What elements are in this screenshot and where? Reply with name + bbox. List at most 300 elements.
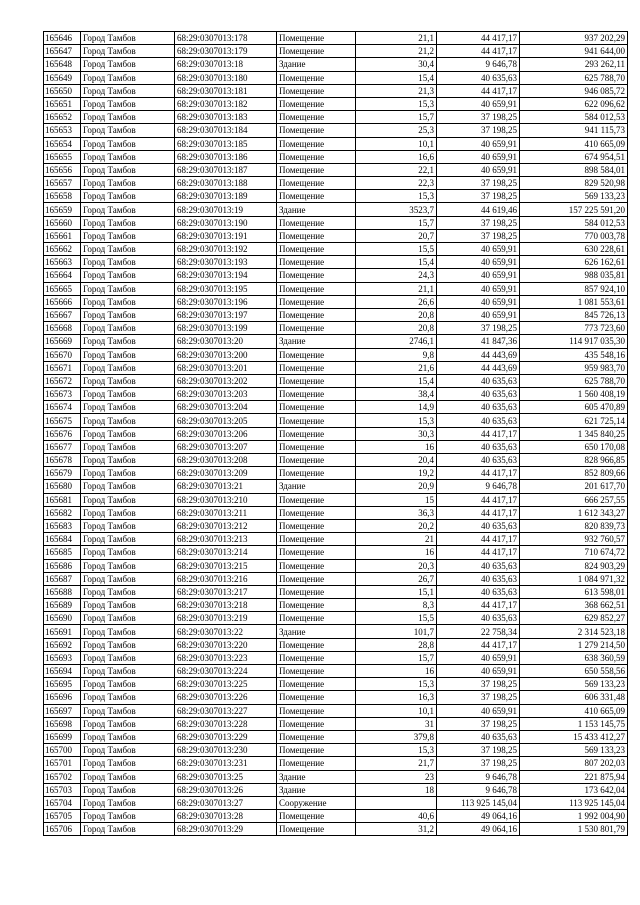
cadastral-value-cell: 857 924,10 (520, 282, 628, 295)
row-number-cell: 165680 (44, 480, 81, 493)
cadastral-number-cell: 68:29:0307013:201 (175, 361, 277, 374)
area-cell (356, 796, 437, 809)
specific-value-cell: 37 198,25 (437, 744, 520, 757)
table-row (44, 770, 628, 783)
table-row (44, 58, 628, 71)
cadastral-value-cell: 824 903,29 (520, 559, 628, 572)
cadastral-value-cell: 569 133,23 (520, 678, 628, 691)
cadastral-value-cell: 410 665,09 (520, 704, 628, 717)
specific-value-cell: 40 659,91 (437, 665, 520, 678)
row-number-cell: 165669 (44, 335, 81, 348)
cadastral-number-cell: 68:29:0307013:186 (175, 150, 277, 163)
cadastral-number-cell: 68:29:0307013:227 (175, 704, 277, 717)
row-number-cell: 165695 (44, 678, 81, 691)
cadastral-value-cell: 898 584,01 (520, 163, 628, 176)
area-cell: 18 (356, 783, 437, 796)
specific-value-cell: 40 659,91 (437, 163, 520, 176)
area-cell: 15,4 (356, 374, 437, 387)
area-cell: 15 (356, 493, 437, 506)
row-number-cell: 165704 (44, 796, 81, 809)
specific-value-cell: 40 635,63 (437, 519, 520, 532)
cadastral-value-cell: 807 202,03 (520, 757, 628, 770)
cadastral-value-cell: 113 925 145,04 (520, 796, 628, 809)
row-number-cell: 165662 (44, 243, 81, 256)
cadastral-value-cell: 626 162,61 (520, 256, 628, 269)
locality-cell: Город Тамбов (81, 572, 175, 585)
area-cell: 15,5 (356, 243, 437, 256)
area-cell: 15,3 (356, 678, 437, 691)
row-number-cell: 165659 (44, 203, 81, 216)
cadastral-number-cell: 68:29:0307013:220 (175, 638, 277, 651)
area-cell: 15,7 (356, 216, 437, 229)
cadastral-value-cell: 625 788,70 (520, 71, 628, 84)
table-row (44, 744, 628, 757)
object-type-cell: Помещение (277, 427, 356, 440)
cadastral-number-cell: 68:29:0307013:205 (175, 414, 277, 427)
locality-cell: Город Тамбов (81, 124, 175, 137)
cadastral-number-cell: 68:29:0307013:214 (175, 546, 277, 559)
area-cell: 20,8 (356, 322, 437, 335)
cadastral-value-cell: 988 035,81 (520, 269, 628, 282)
row-number-cell: 165647 (44, 45, 81, 58)
table-row (44, 440, 628, 453)
area-cell: 15,4 (356, 256, 437, 269)
cadastral-number-cell: 68:29:0307013:217 (175, 585, 277, 598)
locality-cell: Город Тамбов (81, 282, 175, 295)
object-type-cell: Помещение (277, 216, 356, 229)
row-number-cell: 165677 (44, 440, 81, 453)
object-type-cell: Помещение (277, 414, 356, 427)
table-row (44, 467, 628, 480)
cadastral-number-cell: 68:29:0307013:231 (175, 757, 277, 770)
row-number-cell: 165666 (44, 295, 81, 308)
object-type-cell: Здание (277, 335, 356, 348)
row-number-cell: 165687 (44, 572, 81, 585)
cadastral-number-cell: 68:29:0307013:189 (175, 190, 277, 203)
area-cell: 21,1 (356, 282, 437, 295)
cadastral-number-cell: 68:29:0307013:213 (175, 533, 277, 546)
object-type-cell: Помещение (277, 243, 356, 256)
area-cell: 8,3 (356, 599, 437, 612)
table-row (44, 388, 628, 401)
row-number-cell: 165654 (44, 137, 81, 150)
row-number-cell: 165688 (44, 585, 81, 598)
table-row (44, 810, 628, 823)
cadastral-value-cell: 435 548,16 (520, 348, 628, 361)
cadastral-value-cell: 941 644,00 (520, 45, 628, 58)
cadastral-value-cell: 1 081 553,61 (520, 295, 628, 308)
table-row (44, 665, 628, 678)
specific-value-cell: 40 635,63 (437, 454, 520, 467)
area-cell: 15,3 (356, 744, 437, 757)
locality-cell: Город Тамбов (81, 480, 175, 493)
specific-value-cell: 40 659,91 (437, 137, 520, 150)
cadastral-number-cell: 68:29:0307013:200 (175, 348, 277, 361)
area-cell: 101,7 (356, 625, 437, 638)
cadastral-value-cell: 1 992 004,90 (520, 810, 628, 823)
row-number-cell: 165671 (44, 361, 81, 374)
table-row (44, 783, 628, 796)
table-row (44, 546, 628, 559)
specific-value-cell: 41 847,36 (437, 335, 520, 348)
table-row (44, 203, 628, 216)
specific-value-cell: 40 635,63 (437, 572, 520, 585)
object-type-cell: Помещение (277, 388, 356, 401)
cadastral-value-cell: 1 345 840,25 (520, 427, 628, 440)
cadastral-number-cell: 68:29:0307013:180 (175, 71, 277, 84)
cadastral-number-cell: 68:29:0307013:193 (175, 256, 277, 269)
cadastral-value-cell: 2 314 523,18 (520, 625, 628, 638)
row-number-cell: 165703 (44, 783, 81, 796)
cadastral-value-cell: 569 133,23 (520, 744, 628, 757)
row-number-cell: 165684 (44, 533, 81, 546)
table-row (44, 374, 628, 387)
specific-value-cell: 44 417,17 (437, 533, 520, 546)
table-row (44, 32, 628, 45)
locality-cell: Город Тамбов (81, 638, 175, 651)
cadastral-number-cell: 68:29:0307013:28 (175, 810, 277, 823)
specific-value-cell: 37 198,25 (437, 190, 520, 203)
table-row (44, 612, 628, 625)
area-cell: 22,3 (356, 177, 437, 190)
specific-value-cell: 44 417,17 (437, 506, 520, 519)
row-number-cell: 165678 (44, 454, 81, 467)
row-number-cell: 165665 (44, 282, 81, 295)
cadastral-number-cell: 68:29:0307013:25 (175, 770, 277, 783)
cadastral-value-cell: 621 725,14 (520, 414, 628, 427)
area-cell: 9,8 (356, 348, 437, 361)
locality-cell: Город Тамбов (81, 229, 175, 242)
cadastral-number-cell: 68:29:0307013:196 (175, 295, 277, 308)
area-cell: 22,1 (356, 163, 437, 176)
table-row (44, 256, 628, 269)
object-type-cell: Здание (277, 203, 356, 216)
specific-value-cell: 40 659,91 (437, 243, 520, 256)
cadastral-number-cell: 68:29:0307013:20 (175, 335, 277, 348)
table-row (44, 480, 628, 493)
cadastral-number-cell: 68:29:0307013:179 (175, 45, 277, 58)
cadastral-number-cell: 68:29:0307013:225 (175, 678, 277, 691)
locality-cell: Город Тамбов (81, 546, 175, 559)
object-type-cell: Помещение (277, 374, 356, 387)
area-cell: 16 (356, 665, 437, 678)
object-type-cell: Помещение (277, 97, 356, 110)
object-type-cell: Помещение (277, 454, 356, 467)
table-row (44, 84, 628, 97)
cadastral-number-cell: 68:29:0307013:21 (175, 480, 277, 493)
row-number-cell: 165696 (44, 691, 81, 704)
cadastral-value-cell: 828 966,85 (520, 454, 628, 467)
cadastral-number-cell: 68:29:0307013:223 (175, 651, 277, 664)
object-type-cell: Здание (277, 783, 356, 796)
specific-value-cell: 37 198,25 (437, 757, 520, 770)
object-type-cell: Помещение (277, 308, 356, 321)
area-cell: 15,5 (356, 612, 437, 625)
object-type-cell: Помещение (277, 744, 356, 757)
area-cell: 20,7 (356, 229, 437, 242)
area-cell: 31 (356, 717, 437, 730)
table-row (44, 243, 628, 256)
specific-value-cell: 40 659,91 (437, 97, 520, 110)
locality-cell: Город Тамбов (81, 533, 175, 546)
row-number-cell: 165648 (44, 58, 81, 71)
locality-cell: Город Тамбов (81, 269, 175, 282)
specific-value-cell: 40 635,63 (437, 388, 520, 401)
locality-cell: Город Тамбов (81, 401, 175, 414)
object-type-cell: Помещение (277, 348, 356, 361)
area-cell: 16,6 (356, 150, 437, 163)
locality-cell: Город Тамбов (81, 704, 175, 717)
locality-cell: Город Тамбов (81, 665, 175, 678)
object-type-cell: Помещение (277, 282, 356, 295)
cadastral-value-cell: 584 012,53 (520, 216, 628, 229)
locality-cell: Город Тамбов (81, 190, 175, 203)
cadastral-value-cell: 157 225 591,20 (520, 203, 628, 216)
cadastral-value-cell: 946 085,72 (520, 84, 628, 97)
specific-value-cell: 37 198,25 (437, 229, 520, 242)
cadastral-value-cell: 630 228,61 (520, 243, 628, 256)
table-row (44, 533, 628, 546)
cadastral-value-cell: 221 875,94 (520, 770, 628, 783)
cadastral-number-cell: 68:29:0307013:212 (175, 519, 277, 532)
object-type-cell: Здание (277, 480, 356, 493)
specific-value-cell: 40 635,63 (437, 440, 520, 453)
area-cell: 21,6 (356, 361, 437, 374)
cadastral-number-cell: 68:29:0307013:230 (175, 744, 277, 757)
object-type-cell: Помещение (277, 612, 356, 625)
specific-value-cell: 49 064,16 (437, 810, 520, 823)
specific-value-cell: 40 659,91 (437, 282, 520, 295)
specific-value-cell: 40 635,63 (437, 374, 520, 387)
object-type-cell: Помещение (277, 572, 356, 585)
cadastral-value-cell: 622 096,62 (520, 97, 628, 110)
object-type-cell: Помещение (277, 256, 356, 269)
table-row (44, 361, 628, 374)
table-row (44, 638, 628, 651)
table-row (44, 796, 628, 809)
specific-value-cell: 37 198,25 (437, 216, 520, 229)
cadastral-number-cell: 68:29:0307013:215 (175, 559, 277, 572)
cadastral-number-cell: 68:29:0307013:22 (175, 625, 277, 638)
object-type-cell: Помещение (277, 190, 356, 203)
area-cell: 20,4 (356, 454, 437, 467)
specific-value-cell: 49 064,16 (437, 823, 520, 836)
locality-cell: Город Тамбов (81, 71, 175, 84)
specific-value-cell: 44 417,17 (437, 84, 520, 97)
cadastral-value-cell: 584 012,53 (520, 111, 628, 124)
specific-value-cell: 44 417,17 (437, 467, 520, 480)
specific-value-cell: 44 417,17 (437, 45, 520, 58)
cadastral-number-cell: 68:29:0307013:190 (175, 216, 277, 229)
table-row (44, 414, 628, 427)
area-cell: 20,2 (356, 519, 437, 532)
table-row (44, 401, 628, 414)
table-row (44, 585, 628, 598)
table-row (44, 559, 628, 572)
table-row (44, 506, 628, 519)
row-number-cell: 165656 (44, 163, 81, 176)
table-row (44, 704, 628, 717)
object-type-cell: Помещение (277, 84, 356, 97)
area-cell: 15,3 (356, 97, 437, 110)
row-number-cell: 165652 (44, 111, 81, 124)
cadastral-value-cell: 15 433 412,27 (520, 730, 628, 743)
cadastral-value-cell: 613 598,01 (520, 585, 628, 598)
area-cell: 16,3 (356, 691, 437, 704)
object-type-cell: Помещение (277, 163, 356, 176)
area-cell: 30,4 (356, 58, 437, 71)
specific-value-cell: 37 198,25 (437, 124, 520, 137)
table-row (44, 599, 628, 612)
table-row (44, 730, 628, 743)
locality-cell: Город Тамбов (81, 137, 175, 150)
cadastral-value-cell: 666 257,55 (520, 493, 628, 506)
specific-value-cell: 40 659,91 (437, 150, 520, 163)
cadastral-number-cell: 68:29:0307013:209 (175, 467, 277, 480)
table-row (44, 71, 628, 84)
area-cell: 21,2 (356, 45, 437, 58)
locality-cell: Город Тамбов (81, 744, 175, 757)
locality-cell: Город Тамбов (81, 625, 175, 638)
specific-value-cell: 9 646,78 (437, 770, 520, 783)
locality-cell: Город Тамбов (81, 388, 175, 401)
area-cell: 21,3 (356, 84, 437, 97)
row-number-cell: 165689 (44, 599, 81, 612)
cadastral-value-cell: 770 003,78 (520, 229, 628, 242)
table-row (44, 335, 628, 348)
table-body (44, 32, 628, 836)
area-cell: 30,3 (356, 427, 437, 440)
specific-value-cell: 40 659,91 (437, 256, 520, 269)
row-number-cell: 165668 (44, 322, 81, 335)
row-number-cell: 165686 (44, 559, 81, 572)
cadastral-value-cell: 829 520,98 (520, 177, 628, 190)
locality-cell: Город Тамбов (81, 45, 175, 58)
cadastral-value-cell: 114 917 035,30 (520, 335, 628, 348)
cadastral-value-cell: 625 788,70 (520, 374, 628, 387)
table-row (44, 572, 628, 585)
row-number-cell: 165699 (44, 730, 81, 743)
object-type-cell: Помещение (277, 519, 356, 532)
cadastral-number-cell: 68:29:0307013:197 (175, 308, 277, 321)
row-number-cell: 165658 (44, 190, 81, 203)
object-type-cell: Помещение (277, 177, 356, 190)
locality-cell: Город Тамбов (81, 335, 175, 348)
row-number-cell: 165650 (44, 84, 81, 97)
cadastral-value-cell: 845 726,13 (520, 308, 628, 321)
object-type-cell: Помещение (277, 730, 356, 743)
row-number-cell: 165697 (44, 704, 81, 717)
object-type-cell: Здание (277, 58, 356, 71)
area-cell: 28,8 (356, 638, 437, 651)
row-number-cell: 165705 (44, 810, 81, 823)
cadastral-number-cell: 68:29:0307013:216 (175, 572, 277, 585)
locality-cell: Город Тамбов (81, 97, 175, 110)
locality-cell: Город Тамбов (81, 691, 175, 704)
locality-cell: Город Тамбов (81, 730, 175, 743)
cadastral-number-cell: 68:29:0307013:203 (175, 388, 277, 401)
cadastral-value-cell: 852 809,66 (520, 467, 628, 480)
cadastral-value-cell: 650 558,56 (520, 665, 628, 678)
cadastral-value-cell: 650 170,08 (520, 440, 628, 453)
cadastral-value-cell: 959 983,70 (520, 361, 628, 374)
cadastral-number-cell: 68:29:0307013:224 (175, 665, 277, 678)
table-row (44, 678, 628, 691)
cadastral-number-cell: 68:29:0307013:19 (175, 203, 277, 216)
cadastral-number-cell: 68:29:0307013:206 (175, 427, 277, 440)
cadastral-number-cell: 68:29:0307013:195 (175, 282, 277, 295)
table-row (44, 427, 628, 440)
row-number-cell: 165693 (44, 651, 81, 664)
row-number-cell: 165692 (44, 638, 81, 651)
row-number-cell: 165706 (44, 823, 81, 836)
cadastral-number-cell: 68:29:0307013:228 (175, 717, 277, 730)
cadastral-value-cell: 710 674,72 (520, 546, 628, 559)
row-number-cell: 165702 (44, 770, 81, 783)
locality-cell: Город Тамбов (81, 150, 175, 163)
area-cell: 24,3 (356, 269, 437, 282)
cadastral-value-cell: 820 839,73 (520, 519, 628, 532)
cadastral-value-cell: 569 133,23 (520, 190, 628, 203)
object-type-cell: Сооружение (277, 796, 356, 809)
object-type-cell: Помещение (277, 559, 356, 572)
object-type-cell: Помещение (277, 71, 356, 84)
locality-cell: Город Тамбов (81, 599, 175, 612)
specific-value-cell: 44 443,69 (437, 348, 520, 361)
area-cell: 16 (356, 440, 437, 453)
row-number-cell: 165661 (44, 229, 81, 242)
object-type-cell: Помещение (277, 599, 356, 612)
locality-cell: Город Тамбов (81, 308, 175, 321)
cadastral-value-cell: 1 153 145,75 (520, 717, 628, 730)
row-number-cell: 165690 (44, 612, 81, 625)
table-row (44, 454, 628, 467)
table-row (44, 150, 628, 163)
locality-cell: Город Тамбов (81, 58, 175, 71)
locality-cell: Город Тамбов (81, 32, 175, 45)
table-row (44, 163, 628, 176)
specific-value-cell: 40 659,91 (437, 704, 520, 717)
specific-value-cell: 40 659,91 (437, 651, 520, 664)
cadastral-number-cell: 68:29:0307013:26 (175, 783, 277, 796)
row-number-cell: 165676 (44, 427, 81, 440)
specific-value-cell: 40 635,63 (437, 71, 520, 84)
locality-cell: Город Тамбов (81, 322, 175, 335)
table-row (44, 493, 628, 506)
area-cell: 15,3 (356, 414, 437, 427)
table-row (44, 282, 628, 295)
object-type-cell: Помещение (277, 467, 356, 480)
area-cell: 14,9 (356, 401, 437, 414)
table-row (44, 190, 628, 203)
object-type-cell: Помещение (277, 546, 356, 559)
cadastral-number-cell: 68:29:0307013:27 (175, 796, 277, 809)
area-cell: 31,2 (356, 823, 437, 836)
locality-cell: Город Тамбов (81, 493, 175, 506)
area-cell: 25,3 (356, 124, 437, 137)
object-type-cell: Помещение (277, 638, 356, 651)
object-type-cell: Помещение (277, 32, 356, 45)
locality-cell: Город Тамбов (81, 84, 175, 97)
row-number-cell: 165685 (44, 546, 81, 559)
cadastral-value-cell: 1 084 971,32 (520, 572, 628, 585)
cadastral-number-cell: 68:29:0307013:218 (175, 599, 277, 612)
locality-cell: Город Тамбов (81, 810, 175, 823)
cadastral-value-cell: 937 202,29 (520, 32, 628, 45)
cadastral-number-cell: 68:29:0307013:187 (175, 163, 277, 176)
row-number-cell: 165683 (44, 519, 81, 532)
area-cell: 379,8 (356, 730, 437, 743)
